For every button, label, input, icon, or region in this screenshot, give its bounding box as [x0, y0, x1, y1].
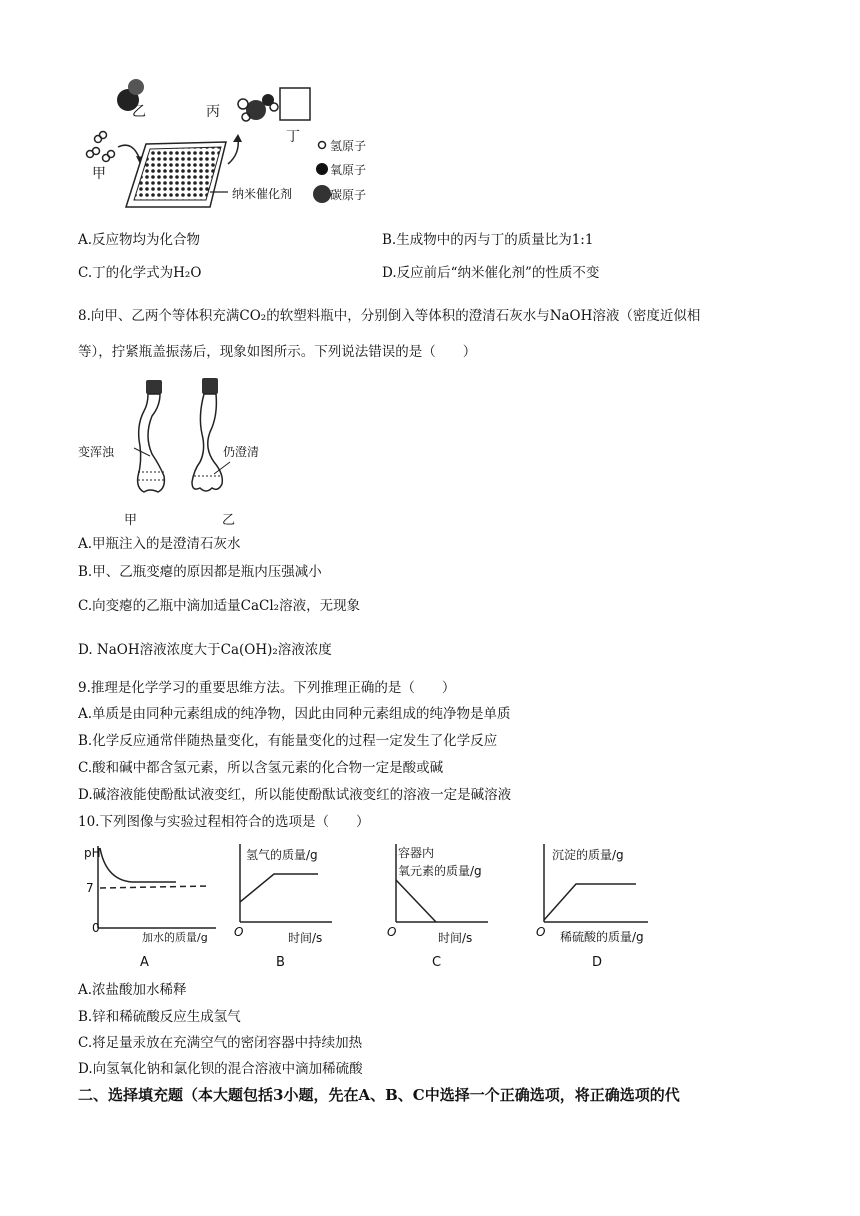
- q9-option-c: C.酸和碱中都含氢元素，所以含氢元素的化合物一定是酸或碱: [78, 760, 444, 776]
- q9-option-d: D.碱溶液能使酚酞试液变红，所以能使酚酞试液变红的溶液一定是碱溶液: [78, 787, 512, 803]
- graph-c-ylabel-line1: 容器内: [398, 846, 435, 860]
- graph-c-ylabel-line2: 氧元素的质量/g: [398, 864, 482, 878]
- graph-b-origin: O: [234, 925, 244, 939]
- graph-a-origin: 0: [92, 921, 100, 935]
- section-2-heading: 二、选择填充题（本大题包括3小题，先在A、B、C中选择一个正确选项，将正确选项的代: [78, 1086, 680, 1104]
- q7-label-ding: 丁: [286, 129, 300, 145]
- q7-option-b: B.生成物中的丙与丁的质量比为1:1: [382, 232, 594, 248]
- q8-stem-line2: 等），拧紧瓶盖振荡后，现象如图所示。下列说法错误的是（ ）: [78, 344, 477, 360]
- graph-c-letter: C: [432, 955, 442, 970]
- q9-option-b: B.化学反应通常伴随热量变化，有能量变化的过程一定发生了化学反应: [78, 733, 498, 749]
- q8-bottles-figure: [130, 376, 260, 500]
- legend-carbon: 碳原子: [330, 188, 367, 202]
- q8-option-d: D. NaOH溶液浓度大于Ca(OH)₂溶液浓度: [78, 642, 332, 658]
- graph-a-letter: A: [140, 955, 149, 970]
- graph-a-xlabel: 加水的质量/g: [142, 931, 208, 944]
- graph-c-origin: O: [387, 925, 397, 939]
- q8-option-c: C.向变瘪的乙瓶中滴加适量CaCl₂溶液，无现象: [78, 598, 361, 614]
- q8-label-turbid: 变浑浊: [78, 445, 115, 459]
- q10-option-a: A.浓盐酸加水稀释: [78, 982, 187, 998]
- catalyst-label: 纳米催化剂: [232, 187, 293, 201]
- graph-d-origin: O: [536, 925, 546, 939]
- q7-label-jia: 甲: [92, 166, 106, 182]
- legend-oxygen: 氧原子: [330, 163, 367, 177]
- q8-label-clear: 仍澄清: [223, 445, 260, 459]
- graph-a-ylabel: pH: [84, 846, 101, 860]
- q7-label-yi: 乙: [132, 104, 146, 120]
- graph-d-letter: D: [592, 955, 603, 970]
- legend-hydrogen: 氢原子: [330, 139, 367, 153]
- q9-option-a: A.单质是由同种元素组成的纯净物，因此由同种元素组成的纯净物是单质: [78, 706, 511, 722]
- q7-option-d: D.反应前后“纳米催化剂”的性质不变: [382, 265, 600, 281]
- q8-option-a: A.甲瓶注入的是澄清石灰水: [78, 536, 241, 552]
- q8-option-b: B.甲、乙瓶变瘪的原因都是瓶内压强减小: [78, 564, 322, 580]
- graph-a-tick-7: 7: [86, 881, 94, 895]
- graph-b-letter: B: [276, 955, 285, 970]
- graph-b-ylabel: 氢气的质量/g: [246, 848, 318, 862]
- q10-option-c: C.将足量汞放在充满空气的密闭容器中持续加热: [78, 1035, 363, 1051]
- q10-graph-a: [80, 842, 220, 942]
- q8-stem-line1: 8.向甲、乙两个等体积充满CO₂的软塑料瓶中，分别倒入等体积的澄清石灰水与NaOH溶液（密度近似相: [78, 308, 701, 324]
- q10-option-d: D.向氢氧化钠和氯化钡的混合溶液中滴加稀硫酸: [78, 1061, 363, 1077]
- q8-label-jia: 甲: [124, 513, 138, 528]
- q10-stem: 10.下列图像与实验过程相符合的选项是（ ）: [78, 814, 370, 830]
- q7-label-bing: 丙: [206, 104, 220, 120]
- q7-option-a: A.反应物均为化合物: [78, 232, 201, 248]
- q7-option-c: C.丁的化学式为H₂O: [78, 265, 202, 281]
- q8-label-yi: 乙: [222, 513, 236, 528]
- graph-d-xlabel: 稀硫酸的质量/g: [560, 930, 644, 944]
- q9-stem: 9.推理是化学学习的重要思维方法。下列推理正确的是（ ）: [78, 680, 456, 696]
- q10-option-b: B.锌和稀硫酸反应生成氢气: [78, 1009, 241, 1025]
- graph-b-xlabel: 时间/s: [288, 931, 323, 945]
- graph-c-xlabel: 时间/s: [438, 931, 473, 945]
- graph-d-ylabel: 沉淀的质量/g: [552, 848, 624, 862]
